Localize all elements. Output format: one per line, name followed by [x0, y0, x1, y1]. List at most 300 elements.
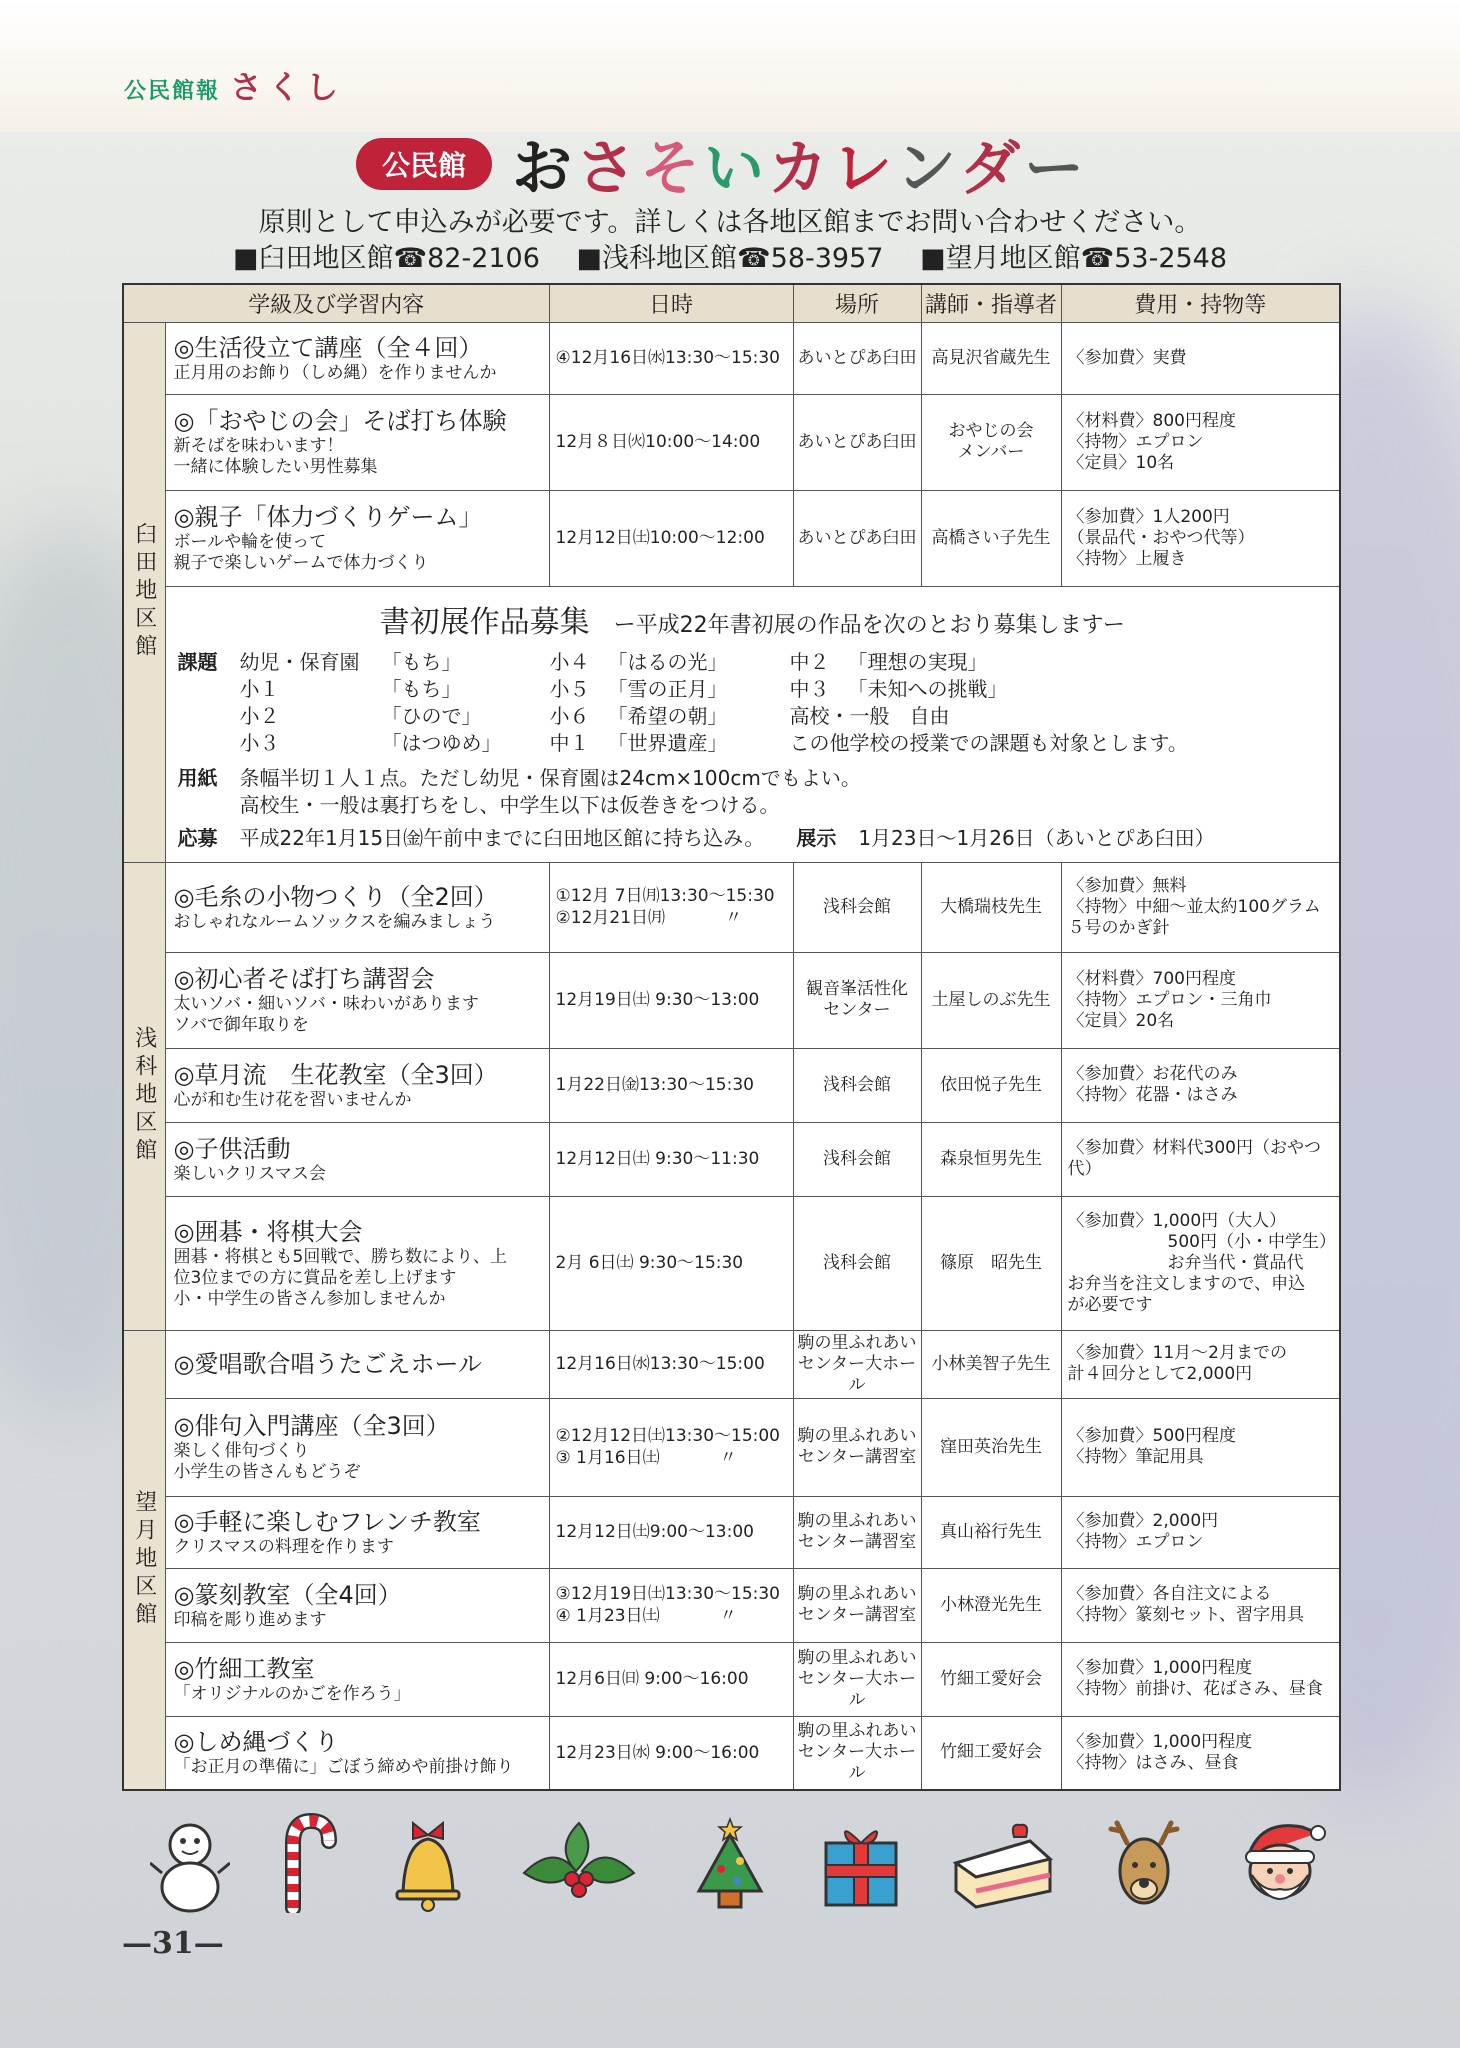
topic-item	[550, 649, 790, 676]
place-cell	[793, 1122, 921, 1196]
snowman-icon	[150, 1813, 230, 1913]
cake-icon	[948, 1813, 1058, 1913]
place-line: あいとぴあ臼田	[797, 431, 917, 452]
datetime-cell	[549, 1048, 793, 1122]
fee-cell	[1061, 1496, 1340, 1568]
leader-line: 依田悦子先生	[940, 1074, 1043, 1095]
course-cell	[165, 1642, 549, 1716]
datetime-cell	[549, 394, 793, 490]
place-cell	[793, 1398, 921, 1496]
place-line: センター講習室	[797, 1447, 917, 1467]
datetime-line: 12月19日㈯ 9:30～13:00	[555, 990, 760, 1010]
paper-key: 用紙	[177, 765, 218, 790]
place-cell	[793, 1330, 921, 1398]
fee-line: 〈参加費〉1,000円（大人）	[1067, 1210, 1287, 1231]
datetime-cell	[549, 322, 793, 394]
region-label-usuda	[123, 322, 165, 862]
place-line: 駒の里ふれあい	[797, 1721, 917, 1742]
place-cell	[793, 1496, 921, 1568]
fee-line: が必要です	[1067, 1294, 1153, 1315]
contact-line	[0, 236, 1460, 275]
paper-line: 条幅半切１人１点。ただし幼児・保育園は24cm×100cmでもよい。	[239, 765, 861, 790]
course-desc: クリスマスの料理を作ります	[173, 1536, 394, 1557]
fee-cell	[1061, 394, 1340, 490]
datetime-cell	[549, 952, 793, 1048]
fee-cell	[1061, 490, 1340, 586]
exhibit-key: 展示	[796, 825, 837, 850]
topic-value: 「希望の朝」	[607, 703, 728, 728]
apply-text: 平成22年1月15日㈮午前中までに臼田地区館に持ち込み。	[239, 825, 765, 850]
fee-line: 〈参加費〉お花代のみ	[1067, 1064, 1238, 1084]
place-cell	[793, 1196, 921, 1330]
course-title: ◎生活役立て講座（全４回）	[173, 333, 483, 362]
course-cell	[165, 952, 549, 1048]
contact-asashina: ■浅科地区館☎58-3957	[576, 243, 884, 274]
header-place: 場所	[793, 284, 921, 322]
datetime-line: ①12月 7日㈪13:30～15:30	[555, 886, 775, 906]
apply-row	[178, 825, 1328, 852]
fee-line: 〈持物〉花器・はさみ	[1067, 1085, 1238, 1105]
fee-line: 〈参加費〉11月～2月までの	[1067, 1343, 1287, 1363]
topic-value: 「もち」	[381, 649, 462, 674]
fee-cell	[1061, 1330, 1340, 1398]
course-title: ◎親子「体力づくりゲーム」	[173, 503, 483, 531]
course-title: ◎手軽に楽しむフレンチ教室	[173, 1507, 481, 1536]
fee-line: 〈材料費〉700円程度	[1067, 968, 1236, 989]
publication-big: さくし	[230, 68, 345, 106]
datetime-line: 12月23日㈬ 9:00～16:00	[555, 1742, 760, 1763]
topics-key: 課題	[177, 649, 218, 674]
intro-line: 原則として申込みが必要です。詳しくは各地区館までお問い合わせください。	[258, 207, 1202, 238]
datetime-line: 12月12日㈯ 9:30～11:30	[555, 1149, 760, 1169]
leader-cell	[921, 1196, 1061, 1330]
course-title: ◎草月流 生花教室（全3回）	[173, 1060, 498, 1089]
course-title: ◎篆刻教室（全4回）	[173, 1580, 402, 1609]
topic-value: この他学校の授業での課題も対象とします。	[789, 730, 1188, 755]
fee-line: 〈参加費〉1,000円程度	[1067, 1731, 1253, 1752]
santa-icon	[1230, 1813, 1330, 1913]
course-cell	[165, 1122, 549, 1196]
title-pill: 公民館	[356, 138, 492, 190]
leader-cell	[921, 1642, 1061, 1716]
fee-line: 〈定員〉20名	[1067, 1010, 1175, 1031]
bell-icon	[383, 1813, 473, 1913]
course-cell	[165, 1398, 549, 1496]
datetime-line: 12月８日㈫10:00～14:00	[555, 432, 761, 452]
fee-line: （景品代・おやつ代等）	[1067, 527, 1255, 548]
paper-line: 高校生・一般は裏打ちをし、中学生以下は仮巻きをつける。	[239, 792, 780, 817]
topic-item	[240, 730, 550, 757]
ditto-mark: 〃	[725, 908, 743, 928]
table-row	[123, 952, 1340, 1048]
course-desc: 「お正月の準備に」ごぼう締めや前掛け飾り	[173, 1757, 514, 1778]
datetime-line: ③ 1月16日㈯ 〃	[555, 1448, 737, 1468]
place-line: 駒の里ふれあい	[797, 1332, 917, 1353]
leader-line: メンバー	[957, 442, 1025, 462]
fee-cell	[1061, 1048, 1340, 1122]
table-row	[123, 1496, 1340, 1568]
topic-grade: 小２	[239, 703, 280, 728]
topic-grade: 中２	[789, 649, 830, 674]
christmas-icons	[150, 1808, 1330, 1918]
datetime-cell	[549, 490, 793, 586]
special-title-text: 書初展作品募集	[379, 604, 590, 640]
leader-line: 竹細工愛好会	[940, 1668, 1043, 1689]
course-title: ◎しめ縄づくり	[173, 1728, 339, 1757]
topics-grid	[240, 649, 1200, 757]
place-cell	[793, 1716, 921, 1790]
datetime-cell	[549, 1196, 793, 1330]
course-desc: 新そばを味わいます！	[173, 436, 344, 456]
fee-line: 〈持物〉篆刻セット、習字用具	[1067, 1605, 1304, 1625]
title-char: レ	[832, 134, 897, 204]
publication-small: 公民館報	[124, 78, 221, 104]
course-title: ◎初心者そば打ち講習会	[173, 965, 435, 993]
leader-cell	[921, 394, 1061, 490]
topic-value: 「未知への挑戦」	[847, 676, 1008, 701]
course-cell	[165, 490, 549, 586]
table-row	[123, 1568, 1340, 1642]
course-cell	[165, 1716, 549, 1790]
course-cell	[165, 322, 549, 394]
topic-item	[790, 703, 1200, 730]
course-desc: 心が和む生け花を習いませんか	[173, 1089, 412, 1110]
leader-line: 土屋しのぶ先生	[931, 989, 1051, 1010]
topic-item	[790, 730, 1200, 757]
topic-grade: 中３	[789, 676, 830, 701]
header-datetime: 日時	[549, 284, 793, 322]
title-char: ー	[1024, 134, 1089, 204]
leader-line: 高橋さい子先生	[931, 527, 1051, 548]
place-line: あいとぴあ臼田	[797, 527, 917, 548]
fee-cell	[1061, 1122, 1340, 1196]
course-cell	[165, 1568, 549, 1642]
region-label-mochizuki	[123, 1330, 165, 1790]
topic-grade: 高校・一般	[789, 703, 890, 728]
fee-line: 〈持物〉エプロン	[1067, 1532, 1204, 1552]
place-line: 駒の里ふれあい	[797, 1511, 917, 1531]
special-subtitle: ー平成22年書初展の作品を次のとおり募集しますー	[613, 612, 1125, 638]
leader-line: 窪田英治先生	[940, 1436, 1043, 1457]
fee-cell	[1061, 862, 1340, 952]
page-number: —31—	[122, 1926, 224, 1961]
fee-line: ５号のかぎ針	[1067, 917, 1170, 938]
publication-name	[124, 62, 344, 108]
table-row	[123, 322, 1340, 394]
fee-line: 〈参加費〉1,000円程度	[1067, 1658, 1253, 1678]
table-header-row	[123, 284, 1340, 322]
topic-grade: 小１	[239, 676, 280, 701]
table-row	[123, 1196, 1340, 1330]
place-line: センター大ホール	[797, 1668, 917, 1710]
region-text: 浅科地区館	[131, 1026, 157, 1166]
course-desc: ボールや輪を使って	[173, 532, 327, 552]
datetime-line: 2月 6日㈯ 9:30～15:30	[555, 1253, 744, 1273]
place-line: センター	[823, 1000, 891, 1020]
course-title: ◎毛糸の小物つくり（全2回）	[173, 882, 498, 911]
title-char: カ	[768, 134, 833, 204]
calendar-table	[122, 283, 1341, 1791]
fee-line: 〈参加費〉無料	[1067, 875, 1187, 896]
datetime-line: 12月6日㈰ 9:00～16:00	[555, 1669, 749, 1689]
fee-line: 〈持物〉上履き	[1067, 548, 1187, 569]
table-row	[123, 394, 1340, 490]
ditto-mark: 〃	[719, 1606, 737, 1626]
fee-line: 500円（小・中学生）	[1167, 1231, 1336, 1252]
reindeer-icon	[1099, 1813, 1189, 1913]
topic-item	[240, 703, 550, 730]
leader-cell	[921, 1496, 1061, 1568]
fee-line: 〈参加費〉500円程度	[1067, 1426, 1236, 1446]
datetime-line: 12月16日㈬13:30～15:00	[555, 1354, 765, 1374]
place-line: あいとぴあ臼田	[797, 347, 917, 368]
datetime-cell	[549, 1568, 793, 1642]
leader-line: 大橋瑞枝先生	[940, 896, 1043, 917]
fee-line: 〈持物〉筆記用具	[1067, 1447, 1204, 1467]
special-title	[178, 597, 1328, 641]
place-cell	[793, 1568, 921, 1642]
topic-value: 「もち」	[381, 676, 462, 701]
course-desc: 楽しく俳句づくり	[173, 1441, 310, 1461]
gift-icon	[816, 1813, 906, 1913]
fee-line: 〈参加費〉2,000円	[1067, 1511, 1219, 1531]
course-desc: ソバで御年取りを	[173, 1015, 309, 1035]
place-line: 浅科会館	[823, 1074, 892, 1095]
topic-grade: 小５	[549, 676, 590, 701]
topic-value: 「世界遺産」	[607, 730, 728, 755]
leader-cell	[921, 322, 1061, 394]
table-row	[123, 1122, 1340, 1196]
fee-line: 計４回分として2,000円	[1067, 1364, 1253, 1384]
course-title: ◎竹細工教室	[173, 1654, 315, 1683]
title-char: い	[704, 134, 769, 204]
course-cell	[165, 394, 549, 490]
page-title	[356, 124, 1088, 204]
leader-cell	[921, 1398, 1061, 1496]
header-fee: 費用・持物等	[1061, 284, 1340, 322]
datetime-line: 12月12日㈯10:00～12:00	[555, 528, 765, 548]
leader-line: 小林澄光先生	[940, 1594, 1043, 1615]
place-line: 駒の里ふれあい	[797, 1426, 917, 1446]
place-cell	[793, 952, 921, 1048]
topic-value: 「はつゆめ」	[381, 730, 502, 755]
leader-line: 小林美智子先生	[931, 1353, 1051, 1374]
course-title: ◎愛唱歌合唱うたごえホール	[173, 1350, 482, 1378]
topic-value: 「雪の正月」	[607, 676, 728, 701]
region-text: 望月地区館	[131, 1489, 157, 1630]
course-cell	[165, 1330, 549, 1398]
place-line: 観音峯活性化	[806, 979, 909, 999]
course-desc: 一緒に体験したい男性募集	[173, 457, 378, 477]
place-cell	[793, 1642, 921, 1716]
course-desc: おしゃれなルームソックスを編みましょう	[173, 911, 496, 932]
topic-grade: 幼児・保育園	[239, 649, 360, 674]
course-desc: 位3位までの方に賞品を差し上げます	[173, 1267, 457, 1288]
datetime-line: ④ 1月23日㈯ 〃	[555, 1606, 737, 1626]
region-text: 臼田地区館	[131, 522, 157, 662]
leader-cell	[921, 1568, 1061, 1642]
datetime-cell	[549, 1642, 793, 1716]
place-cell	[793, 490, 921, 586]
table-row	[123, 1716, 1340, 1790]
place-line: センター大ホール	[797, 1742, 917, 1784]
fee-line: 〈材料費〉800円程度	[1067, 410, 1236, 431]
leader-cell	[921, 490, 1061, 586]
leader-cell	[921, 1330, 1061, 1398]
paper-text	[240, 765, 861, 819]
fee-line: お弁当代・賞品代	[1167, 1252, 1304, 1273]
topic-value: 「はるの光」	[607, 649, 728, 674]
place-line: 駒の里ふれあい	[797, 1584, 917, 1604]
course-desc: 小学生の皆さんもどうぞ	[173, 1462, 361, 1482]
fee-cell	[1061, 1398, 1340, 1496]
fee-cell	[1061, 1716, 1340, 1790]
course-title: ◎俳句入門講座（全3回）	[173, 1412, 450, 1440]
holly-icon	[514, 1813, 644, 1913]
leader-cell	[921, 1122, 1061, 1196]
fee-cell	[1061, 1642, 1340, 1716]
ditto-mark: 〃	[719, 1448, 737, 1468]
place-line: センター大ホール	[797, 1353, 917, 1395]
datetime-cell	[549, 1330, 793, 1398]
datetime-line: ④12月16日㈬13:30～15:30	[555, 348, 781, 368]
table-row	[123, 1048, 1340, 1122]
fee-line: 〈持物〉前掛け、花ばさみ、昼食	[1067, 1679, 1323, 1699]
fee-line: 〈持物〉エプロン・三角巾	[1067, 989, 1272, 1010]
special-cell	[165, 586, 1340, 862]
leader-cell	[921, 1048, 1061, 1122]
topic-grade: 中１	[549, 730, 590, 755]
table-row	[123, 1642, 1340, 1716]
place-line: 浅科会館	[823, 1252, 892, 1273]
contact-usuda: ■臼田地区館☎82-2106	[232, 243, 540, 274]
table-row	[123, 490, 1340, 586]
leader-cell	[921, 1716, 1061, 1790]
topics-row	[178, 649, 1328, 757]
leader-line: 高見沢省蔵先生	[931, 347, 1051, 368]
topic-value: 自由	[909, 703, 950, 728]
course-desc: 正月用のお飾り（しめ縄）を作りませんか	[173, 362, 497, 383]
special-row	[123, 586, 1340, 862]
fee-cell	[1061, 1196, 1340, 1330]
header-course: 学級及び学習内容	[123, 284, 549, 322]
course-title: ◎「おやじの会」そば打ち体験	[173, 407, 507, 435]
fee-cell	[1061, 322, 1340, 394]
title-char: そ	[640, 134, 705, 204]
title-char: ン	[896, 134, 961, 204]
fee-line: 〈参加費〉実費	[1067, 347, 1187, 368]
place-line: センター講習室	[797, 1605, 917, 1625]
course-cell	[165, 1496, 549, 1568]
contact-mochizuki: ■望月地区館☎53-2548	[920, 243, 1228, 274]
topic-value: 「理想の実現」	[847, 649, 988, 674]
leader-line: 竹細工愛好会	[940, 1742, 1043, 1763]
course-cell	[165, 862, 549, 952]
fee-line: お弁当を注文しますので、申込	[1067, 1273, 1306, 1294]
datetime-line: 1月22日㈮13:30～15:30	[555, 1075, 754, 1095]
datetime-line: ③12月19日㈯13:30～15:30	[555, 1584, 781, 1604]
datetime-cell	[549, 1398, 793, 1496]
datetime-cell	[549, 1496, 793, 1568]
topic-item	[550, 676, 790, 703]
topic-value: 「ひので」	[381, 703, 482, 728]
datetime-line: ②12月21日㈪ 〃	[555, 908, 743, 928]
table-row	[123, 1330, 1340, 1398]
place-cell	[793, 322, 921, 394]
course-desc: 楽しいクリスマス会	[173, 1163, 326, 1184]
paper-row	[178, 765, 1328, 819]
fee-cell	[1061, 952, 1340, 1048]
exhibit-text: 1月23日～1月26日（あいとぴあ臼田）	[858, 825, 1215, 850]
topic-item	[550, 730, 790, 757]
fee-line: 〈参加費〉材料代300円（おやつ代）	[1067, 1138, 1321, 1179]
topic-item	[550, 703, 790, 730]
datetime-cell	[549, 1122, 793, 1196]
title-text	[512, 121, 1088, 207]
topic-item	[790, 649, 1200, 676]
region-label-asashina	[123, 862, 165, 1330]
leader-cell	[921, 862, 1061, 952]
apply-key: 応募	[177, 825, 218, 850]
topic-item	[240, 649, 550, 676]
place-cell	[793, 1048, 921, 1122]
leader-line: 森泉恒男先生	[940, 1148, 1043, 1169]
datetime-cell	[549, 862, 793, 952]
course-desc: 太いソバ・細いソバ・味わいがあります	[173, 994, 479, 1014]
fee-line: 〈持物〉中細～並太約100グラム	[1067, 896, 1321, 917]
course-desc: 親子で楽しいゲームで体力づくり	[173, 553, 429, 573]
topic-item	[790, 676, 1200, 703]
course-cell	[165, 1048, 549, 1122]
datetime-line: 12月12日㈯9:00～13:00	[555, 1522, 754, 1542]
place-line: 浅科会館	[823, 896, 892, 917]
course-desc: 「オリジナルのかごを作ろう」	[173, 1683, 411, 1704]
candy-cane-icon	[271, 1813, 341, 1913]
datetime-line: ②12月12日㈯13:30～15:00	[555, 1426, 781, 1446]
course-desc: 印稿を彫り進めます	[173, 1609, 327, 1630]
place-cell	[793, 394, 921, 490]
course-title: ◎子供活動	[173, 1134, 291, 1163]
fee-line: 〈参加費〉1人200円	[1067, 506, 1230, 527]
table-row	[123, 862, 1340, 952]
fee-line: 〈持物〉はさみ、昼食	[1067, 1752, 1239, 1773]
place-line: センター講習室	[797, 1532, 917, 1552]
topic-grade: 小３	[239, 730, 280, 755]
place-cell	[793, 862, 921, 952]
course-desc: 小・中学生の皆さん参加しませんか	[173, 1288, 446, 1309]
datetime-cell	[549, 1716, 793, 1790]
fee-line: 〈参加費〉各自注文による	[1067, 1584, 1272, 1604]
leader-line: 真山裕行先生	[940, 1521, 1043, 1542]
leader-cell	[921, 952, 1061, 1048]
place-line: 浅科会館	[823, 1148, 892, 1169]
course-cell	[165, 1196, 549, 1330]
header-leader: 講師・指導者	[921, 284, 1061, 322]
leader-line: 篠原 昭先生	[940, 1252, 1043, 1273]
fee-line: 〈定員〉10名	[1067, 452, 1175, 473]
title-char: さ	[576, 134, 641, 204]
course-title: ◎囲碁・将棋大会	[173, 1217, 363, 1246]
topic-grade: 小６	[549, 703, 590, 728]
table-row	[123, 1398, 1340, 1496]
title-char: ダ	[960, 134, 1025, 204]
topic-grade: 小４	[549, 649, 590, 674]
course-desc: 囲碁・将棋とも5回戦で、勝ち数により、上	[173, 1246, 507, 1267]
leader-line: おやじの会	[948, 421, 1034, 441]
christmas-tree-icon	[685, 1813, 775, 1913]
topic-item	[240, 676, 550, 703]
fee-cell	[1061, 1568, 1340, 1642]
